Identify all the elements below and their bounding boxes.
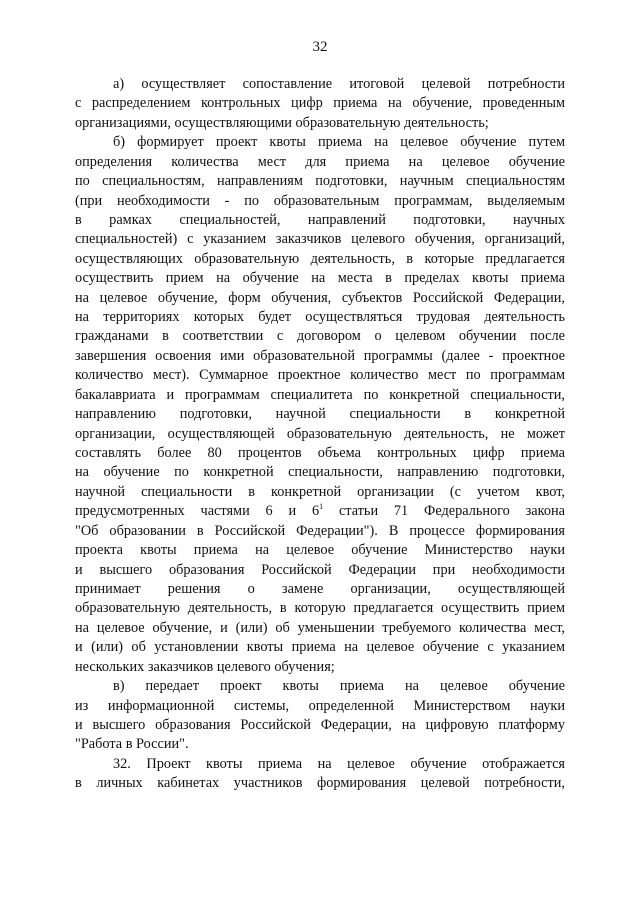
text-line: гражданами в соответствии с договором о целевом обучении после (75, 328, 565, 345)
paragraph-b (75, 133, 565, 677)
text-line: проекта квоты приема на целевое обучение Министерство науки (75, 542, 565, 559)
text-line: и высшего образования Российской Федерации при необходимости (75, 561, 565, 578)
text-line: в рамках специальностей, направлений подготовки, научных (75, 211, 565, 228)
text-line: в) передает проект квоты приема на целевое обучение (113, 678, 565, 695)
paragraph-v (75, 677, 565, 755)
paragraph-a (75, 75, 565, 133)
text-line: на территориях которых будет осуществляться трудовая деятельность (75, 309, 565, 326)
text-line: на целевое обучение, форм обучения, субъектов Российской Федерации, (75, 289, 565, 306)
document-body (75, 75, 565, 794)
text-line: в личных кабинетах участников формирования целевой потребности, (75, 775, 565, 792)
text-line: бакалавриата и программам специалитета по конкретной специальности, (75, 386, 565, 403)
text-line: определения количества мест для приема на целевое обучение (75, 153, 565, 170)
text-line: количество мест). Суммарное проектное количество мест по программам (75, 367, 565, 384)
text-line: (при необходимости - по образовательным программам, выделяемым (75, 192, 565, 209)
text-line: на целевое обучение, и (или) об уменьшении требуемого количества мест, (75, 619, 565, 636)
text-line: образовательную деятельность, в которую предлагается осуществить прием (75, 600, 565, 617)
superscript: 1 (319, 502, 324, 512)
text-line: принимает решения о замене организации, осуществляющей (75, 580, 565, 597)
text-line: предусмотренных частями 6 и $6^1$ статьи 71 Федерального закона (75, 502, 565, 520)
text-line: на обучение по конкретной специальности, направлению подготовки, (75, 464, 565, 481)
text-line: 32. Проект квоты приема на целевое обучение отображается (113, 755, 565, 772)
text-line: и высшего образования Российской Федерации, на цифровую платформу (75, 716, 565, 733)
text-line: а) осуществляет сопоставление итоговой целевой потребности (113, 76, 565, 92)
text-line: нескольких заказчиков целевого обучения; (75, 658, 335, 675)
text-line: "Об образовании в Российской Федерации"). В процессе формирования (75, 522, 565, 539)
text-line: завершения освоения ими образовательной программы (далее - проектное (75, 347, 565, 364)
paragraph-item-32 (75, 755, 565, 794)
text-line: организациями, осуществляющими образовательную деятельность; (75, 114, 489, 131)
text-line: специальностей) с указанием заказчиков целевого обучения, организаций, (75, 231, 565, 248)
text-line: "Работа в России". (75, 736, 189, 753)
page-number: 32 (312, 39, 328, 55)
text-line: по специальностям, направлениям подготовки, научным специальностям (75, 173, 565, 190)
text-line: направлению подготовки, научной специальности в конкретной (75, 406, 565, 423)
text-line: б) формирует проект квоты приема на целевое обучение путем (113, 134, 565, 151)
text-line: научной специальности в конкретной организации (с учетом квот, (75, 483, 565, 500)
text-line: и (или) об установлении квоты приема на целевое обучение с указанием (75, 639, 565, 656)
text-line: с распределением контрольных цифр приема на обучение, проведенным (75, 95, 565, 112)
text-line: организации, осуществляющей образовательную деятельность, не может (75, 425, 565, 442)
text-line: из информационной системы, определенной Министерством науки (75, 697, 565, 714)
text-line: осуществляющих образовательную деятельность, в которые предлагается (75, 250, 565, 267)
text-line: составлять более 80 процентов объема контрольных цифр приема (75, 445, 565, 462)
text-line: осуществить прием на обучение на места в пределах квоты приема (75, 270, 565, 287)
